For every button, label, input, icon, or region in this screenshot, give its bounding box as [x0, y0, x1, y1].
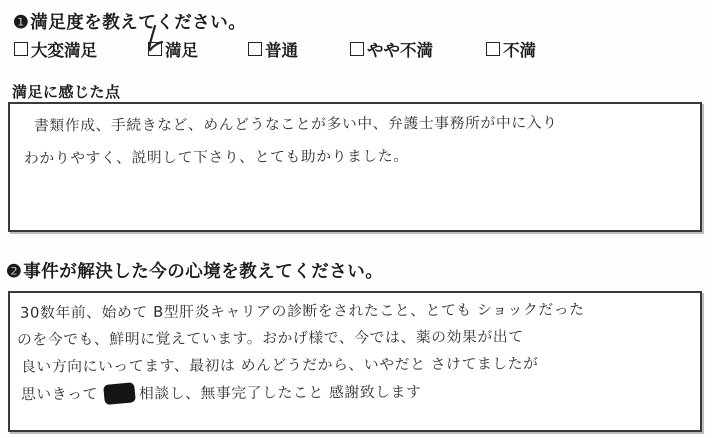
option-fuman[interactable]: [486, 37, 536, 61]
question1-number-icon: ❶: [13, 12, 30, 32]
checkbox-icon[interactable]: [248, 42, 262, 56]
option-label: 普通: [265, 41, 298, 60]
question1-header: [13, 9, 246, 34]
handwritten-line: のを今でも、鮮明に覚えています。おかげ様で、今では、薬の効果が出て: [16, 328, 524, 349]
scribbled-redaction-icon: [104, 383, 135, 404]
option-futsuu[interactable]: [248, 37, 298, 61]
option-label: 満足: [165, 41, 198, 60]
satisfaction-answer-box[interactable]: [8, 102, 702, 232]
checkbox-icon[interactable]: [486, 42, 500, 56]
option-yaya-fuman[interactable]: [350, 37, 433, 61]
option-manzoku-checked[interactable]: [148, 37, 198, 61]
handwritten-text-before-redaction: 思いきって: [20, 385, 99, 404]
option-label: やや不満: [367, 41, 433, 60]
question2-title: 事件が解決した今の心境を教えてください。: [23, 261, 384, 281]
handwritten-line: 書類作成、手続きなど、めんどうなことが多い中、弁護士事務所が中に入り: [33, 114, 558, 135]
satisfaction-box-label: 満足に感じた点: [12, 85, 121, 101]
handwritten-line: 30数年前、始めて B型肝炎キャリアの診断をされたこと、とても ショックだった: [19, 301, 585, 322]
checkbox-icon[interactable]: [148, 42, 162, 56]
checkbox-icon[interactable]: [14, 42, 28, 56]
checkbox-icon[interactable]: [350, 42, 364, 56]
option-daihen-manzoku[interactable]: [14, 37, 97, 61]
option-label: 不満: [503, 41, 536, 60]
question2-number-icon: ❷: [6, 261, 23, 281]
question1-options-row: [0, 37, 712, 61]
handwritten-text-after-redaction: 相談し、無事完了したこと 感謝致します: [138, 383, 422, 403]
question1-title: 満足度を教えてください。: [30, 12, 247, 32]
option-label: 大変満足: [31, 41, 97, 60]
question2-header: [6, 258, 383, 283]
handwritten-line: 良い方向にいってます、最初は めんどうだから、いやだと さけてましたが: [20, 355, 539, 376]
handwritten-line-with-redaction: [21, 381, 422, 404]
handwritten-line: わかりやすく、説明して下さり、とても助かりました。: [23, 147, 409, 168]
feelings-answer-box[interactable]: [8, 291, 702, 432]
